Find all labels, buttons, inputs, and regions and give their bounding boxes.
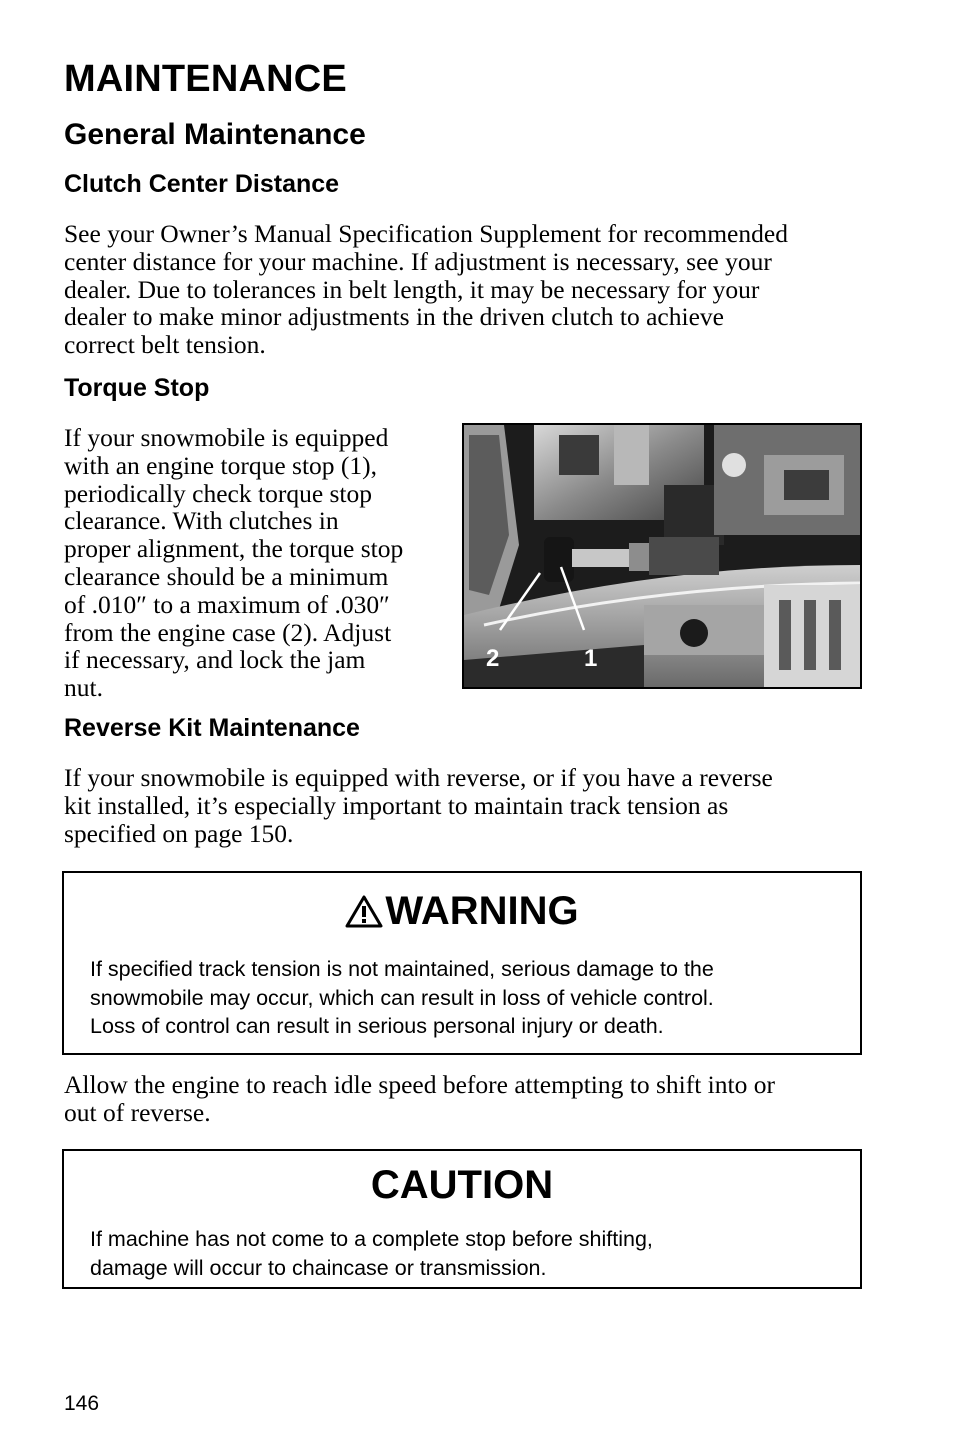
text-line: if necessary, and lock the jam bbox=[64, 645, 366, 675]
idle-paragraph bbox=[64, 1071, 775, 1127]
text-line: out of reverse. bbox=[64, 1097, 211, 1127]
section-title: MAINTENANCE bbox=[64, 58, 347, 100]
text-line: damage will occur to chaincase or transmission. bbox=[90, 1255, 547, 1280]
text-line: snowmobile may occur, which can result in loss of vehicle control. bbox=[90, 985, 714, 1010]
warning-title: WARNING bbox=[385, 888, 579, 933]
warning-header bbox=[64, 887, 860, 935]
reverse-heading: Reverse Kit Maintenance bbox=[64, 714, 360, 742]
warning-box bbox=[62, 871, 862, 1055]
text-line: If your snowmobile is equipped bbox=[64, 423, 389, 452]
engine-photo-illustration bbox=[464, 425, 860, 687]
text-line: periodically check torque stop bbox=[64, 478, 373, 508]
reverse-paragraph bbox=[64, 764, 773, 847]
text-line: with an engine torque stop (1), bbox=[64, 450, 378, 480]
text-line: nut. bbox=[64, 673, 103, 703]
text-line: proper alignment, the torque stop bbox=[64, 534, 404, 564]
torque-paragraph bbox=[64, 424, 403, 702]
text-line: If your snowmobile is equipped with reverse, or if you have a reverse bbox=[64, 763, 773, 792]
warning-text bbox=[64, 955, 860, 1041]
text-line: correct belt tension. bbox=[64, 330, 266, 360]
page-number: 146 bbox=[64, 1392, 100, 1415]
caution-title: CAUTION bbox=[370, 1163, 554, 1207]
caution-text bbox=[64, 1225, 860, 1282]
text-line: dealer to make minor adjustments in the driven clutch to achieve bbox=[64, 302, 724, 332]
text-line: dealer. Due to tolerances in belt length, it may be necessary for your bbox=[64, 274, 760, 304]
caution-box bbox=[62, 1149, 862, 1289]
text-line: Allow the engine to reach idle speed before attempting to shift into or bbox=[64, 1070, 775, 1099]
clutch-heading: Clutch Center Distance bbox=[64, 170, 340, 198]
text-line: specified on page 150. bbox=[64, 818, 294, 848]
callout-label-2: 2 bbox=[486, 645, 500, 672]
text-line: If specified track tension is not maintained, serious damage to the bbox=[90, 957, 714, 981]
warning-triangle-icon bbox=[345, 894, 383, 928]
text-line: kit installed, it’s especially important to maintain track tension as bbox=[64, 790, 729, 820]
subsection-title: General Maintenance bbox=[64, 118, 366, 151]
text-line: See your Owner’s Manual Specification Supplement for recommended bbox=[64, 219, 788, 248]
torque-stop-photo bbox=[462, 423, 862, 689]
text-line: clearance should be a minimum bbox=[64, 561, 389, 591]
text-line: of .010″ to a maximum of .030″ bbox=[64, 589, 390, 619]
torque-heading: Torque Stop bbox=[64, 374, 210, 402]
text-line: center distance for your machine. If adjustment is necessary, see your bbox=[64, 246, 772, 276]
callout-label-1: 1 bbox=[584, 645, 598, 672]
text-line: Loss of control can result in serious personal injury or death. bbox=[90, 1014, 664, 1038]
text-line: clearance. With clutches in bbox=[64, 506, 339, 536]
clutch-paragraph bbox=[64, 220, 788, 359]
caution-header bbox=[64, 1163, 860, 1211]
text-line: If machine has not come to a complete stop before shifting, bbox=[90, 1227, 653, 1251]
text-line: from the engine case (2). Adjust bbox=[64, 617, 392, 647]
